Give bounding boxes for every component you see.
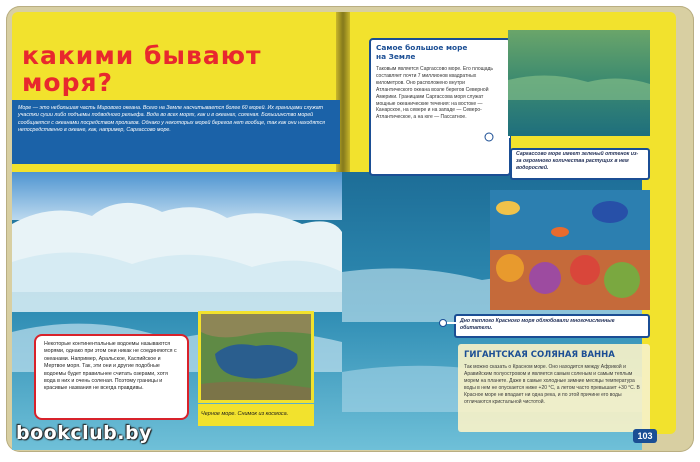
sargasso-caption: Саргассово море имеет зеленый оттенок из-за огромного количества растущих в нем водорослей. xyxy=(516,151,639,171)
black-sea-caption-box xyxy=(198,404,314,426)
salt-bath-text: Так можно сказать о Красном море. Оно находится между Африкой и Аравийским полуостровом и является самым соленым и самым теплым морем на планете. Даже в самые холодные зимние месяцы температура воды в нем не опускается ниже +20 °С, а летом часто превышает +30 °С. В Красное море не впадает ни одна река, и по этой причине его воды отличаются кристальной чистотой. xyxy=(464,364,640,405)
sargasso-text: Таковым является Саргассово море. Его площадь составляет почти 7 миллионов квадратных километров. Оно расположено внутри Атлантического океана возле берегов Северной Америки. Границами Саргассова моря служат мощные океанические течения: на востоке — Канарское, на севере и на западе — Северо-Атлантическое, а на юге — Пассатное. xyxy=(376,66,494,121)
page-title-line1: какими бывают xyxy=(22,41,262,70)
reef-caption: Дно теплого Красного моря облюбовали многочисленные обитатели. xyxy=(460,318,615,331)
continental-seas-text: Некоторые континентальные водоемы называются морями, однако при этом они никак не соединяются с океанами. Например, Аральское, Каспийское и Мертвое моря. Так, эти они и другие подобные водоемы будет правильнее считать озерами, хотя вода в них и очень соленая. Поэтому границы и красивые названия не всегда правдивы. xyxy=(44,341,177,392)
black-sea-caption: Черное море. Снимок из космоса. xyxy=(201,411,289,417)
black-sea-map xyxy=(201,314,311,400)
sargasso-heading-line2: на Земле xyxy=(376,52,416,61)
page-number: 103 xyxy=(633,429,657,443)
sargasso-pointer xyxy=(484,128,512,146)
sargasso-sea-photo xyxy=(508,30,650,136)
page-title xyxy=(22,42,262,96)
sargasso-heading xyxy=(376,43,467,61)
black-sea-satellite-image xyxy=(198,311,314,403)
red-sea-reef-photo xyxy=(490,190,650,310)
reef-pointer xyxy=(438,316,458,330)
watermark: bookclub.by xyxy=(16,422,152,444)
sargasso-heading-line1: Самое большое море xyxy=(376,43,468,52)
page-title-line2: моря? xyxy=(22,68,114,97)
salt-bath-heading: ГИГАНТСКАЯ СОЛЯНАЯ ВАННА xyxy=(464,350,615,360)
intro-text: Море — это небольшая часть Мирового океана. Всего на Земле насчитывается более 60 морей. Их границами служат участки суши либо подъемы подводного рельефа. Вода во всех морях, как и в океанах, соленая. Большинство морей сообщается с океанами посредством проливов. Однако у некоторых морей берегов нет вообще, так как они находятся непосредственно в океане, как, например, Саргассово море. xyxy=(18,105,325,133)
